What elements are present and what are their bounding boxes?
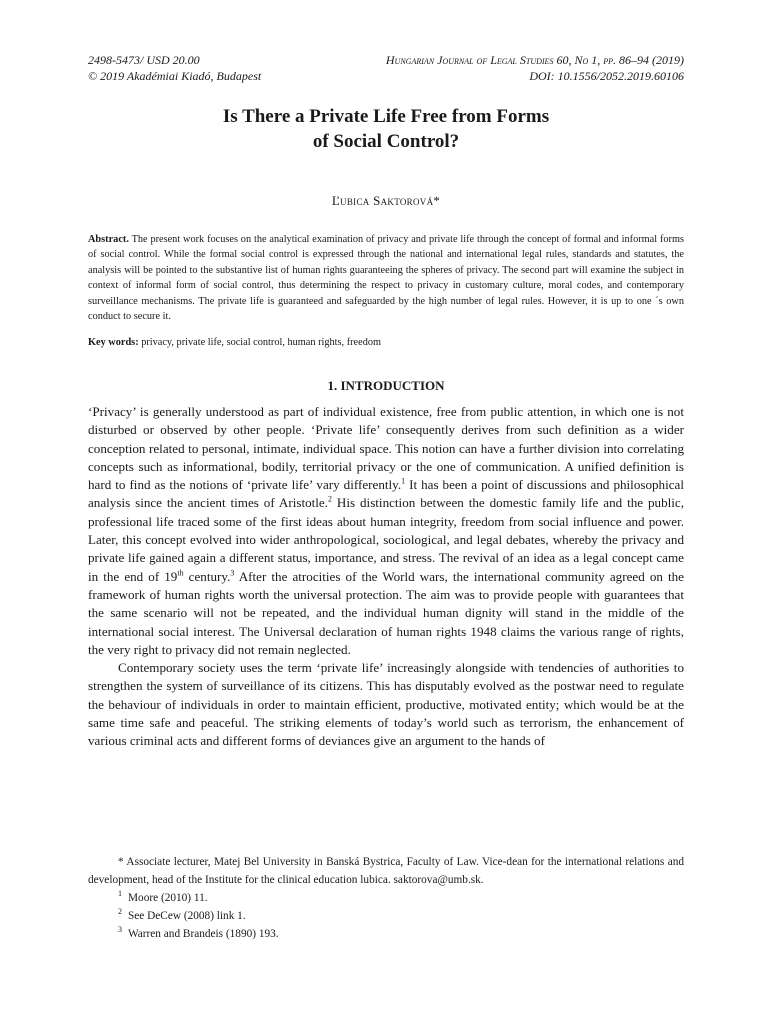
footnote-number: 1 — [118, 889, 122, 899]
keywords-label: Key words: — [88, 337, 139, 348]
header-right — [386, 52, 684, 84]
author-name: Ľubica Saktorová — [331, 193, 434, 208]
article-title — [88, 104, 684, 154]
author-footnote: * Associate lecturer, Matej Bel University in Banská Bystrica, Faculty of Law. Vice-dean for the international relations and development, head of the Institute for the clinical education lubica. saktorova@umb.sk. — [88, 856, 684, 886]
paragraph-1 — [88, 403, 684, 659]
footnote-number: 2 — [118, 907, 122, 917]
footnote-ref-3[interactable]: 3 — [230, 568, 235, 578]
keywords-text: privacy, private life, social control, human rights, freedom — [138, 337, 381, 348]
keywords — [88, 335, 684, 350]
paragraph-1-text-d: century. — [183, 568, 231, 584]
footnote-number: 3 — [118, 925, 122, 935]
issn-price: 2498-5473/ USD 20.00 — [88, 53, 200, 67]
footnote-3 — [88, 925, 684, 943]
paragraph-1-text-a: ‘Privacy’ is generally understood as part of individual existence, free from public attention, in which one is not disturbed or observed by other people. ‘Private life’ consequently derives from such definition as a wider conception related to personal, intimate, individual space. This notion can have a further division into correlating concepts such as informational, bodily, territorial privacy or the one of communication. A unified definition is hard to find as the notions of ‘private life’ vary differently. — [88, 404, 684, 493]
footnote-2 — [88, 907, 684, 925]
footnote-1 — [88, 889, 684, 907]
author-footnote-marker: * — [433, 193, 441, 208]
abstract-label: Abstract. — [88, 234, 129, 245]
title-line-1: Is There a Private Life Free from Forms — [222, 106, 550, 127]
paragraph-2: Contemporary society uses the term ‘private life’ increasingly alongside with tendencies of authorities to strengthen the system of surveillance of its citizens. This has disputably evolved as the postwar need to regulate the behaviour of individuals in order to maintain efficient, productive, motivated entity; which would be at the same time safe and peaceful. The striking elements of today’s world such as terrorism, the enhancement of various criminal acts and different forms of deviances give an argument to the hands of — [88, 660, 684, 749]
footnote-text: Moore (2010) 11. — [128, 892, 208, 904]
body-text — [88, 403, 684, 751]
footnote-text: Warren and Brandeis (1890) 193. — [128, 928, 279, 940]
journal-citation: Hungarian Journal of Legal Studies 60, No 1, pp. 86–94 (2019) — [385, 53, 684, 67]
footnote-ref-1[interactable]: 1 — [401, 476, 406, 486]
paragraph-1-text-e: After the atrocities of the World wars, the international community agreed on the framework of human rights worth the universal protection. The aim was to provide people with guarantees that the same scenario will not be repeated, and the individual human dignity will stand in the middle of the international social interest. The Universal declaration of human rights 1948 claims the various range of rights, the very right to privacy did not remain neglected. — [88, 568, 684, 657]
title-line-2: of Social Control? — [312, 131, 460, 152]
footnotes — [88, 853, 684, 943]
abstract — [88, 232, 684, 324]
section-heading: 1. INTRODUCTION — [327, 378, 445, 393]
abstract-text: The present work focuses on the analytical examination of privacy and private life through the concept of formal and informal forms of social control. While the formal social control is expressed through the national and international legal rules, standards and statutes, the analysis will be pointed to the substantive list of human rights guaranteeing the spheres of privacy. The second part will examine the subject in context of informal form of social control, thus determining the respect to privacy in customary culture, moral codes, and contemporary surveillance mechanisms. The private life is guaranteed and safeguarded by the high number of legal rules. However, it is up to one ´s own conduct to secure it. — [88, 234, 684, 323]
header-left — [88, 52, 261, 84]
copyright-line: © 2019 Akadémiai Kiadó, Budapest — [88, 69, 262, 83]
footnote-text: See DeCew (2008) link 1. — [128, 910, 246, 922]
footnote-ref-2[interactable]: 2 — [328, 495, 332, 505]
doi: DOI: 10.1556/2052.2019.60106 — [529, 69, 684, 83]
author-line — [88, 193, 684, 209]
ordinal-superscript: th — [177, 568, 184, 578]
paragraph-1-text-b: It has been a point of discussions and philosophical analysis since the ancient times of Aristotle. — [88, 477, 684, 511]
paragraph-1-text-c: His distinction between the domestic family life and the public, professional life traced some of the first ideas about human integrity, freedom from social influence and power. Later, this concept evolved into wider anthropological, sociological, and legal debates, whereby the privacy and private life gained again a different status, importance, and stress. The revival of an idea as a legal concept came in the end of 19 — [88, 495, 684, 584]
